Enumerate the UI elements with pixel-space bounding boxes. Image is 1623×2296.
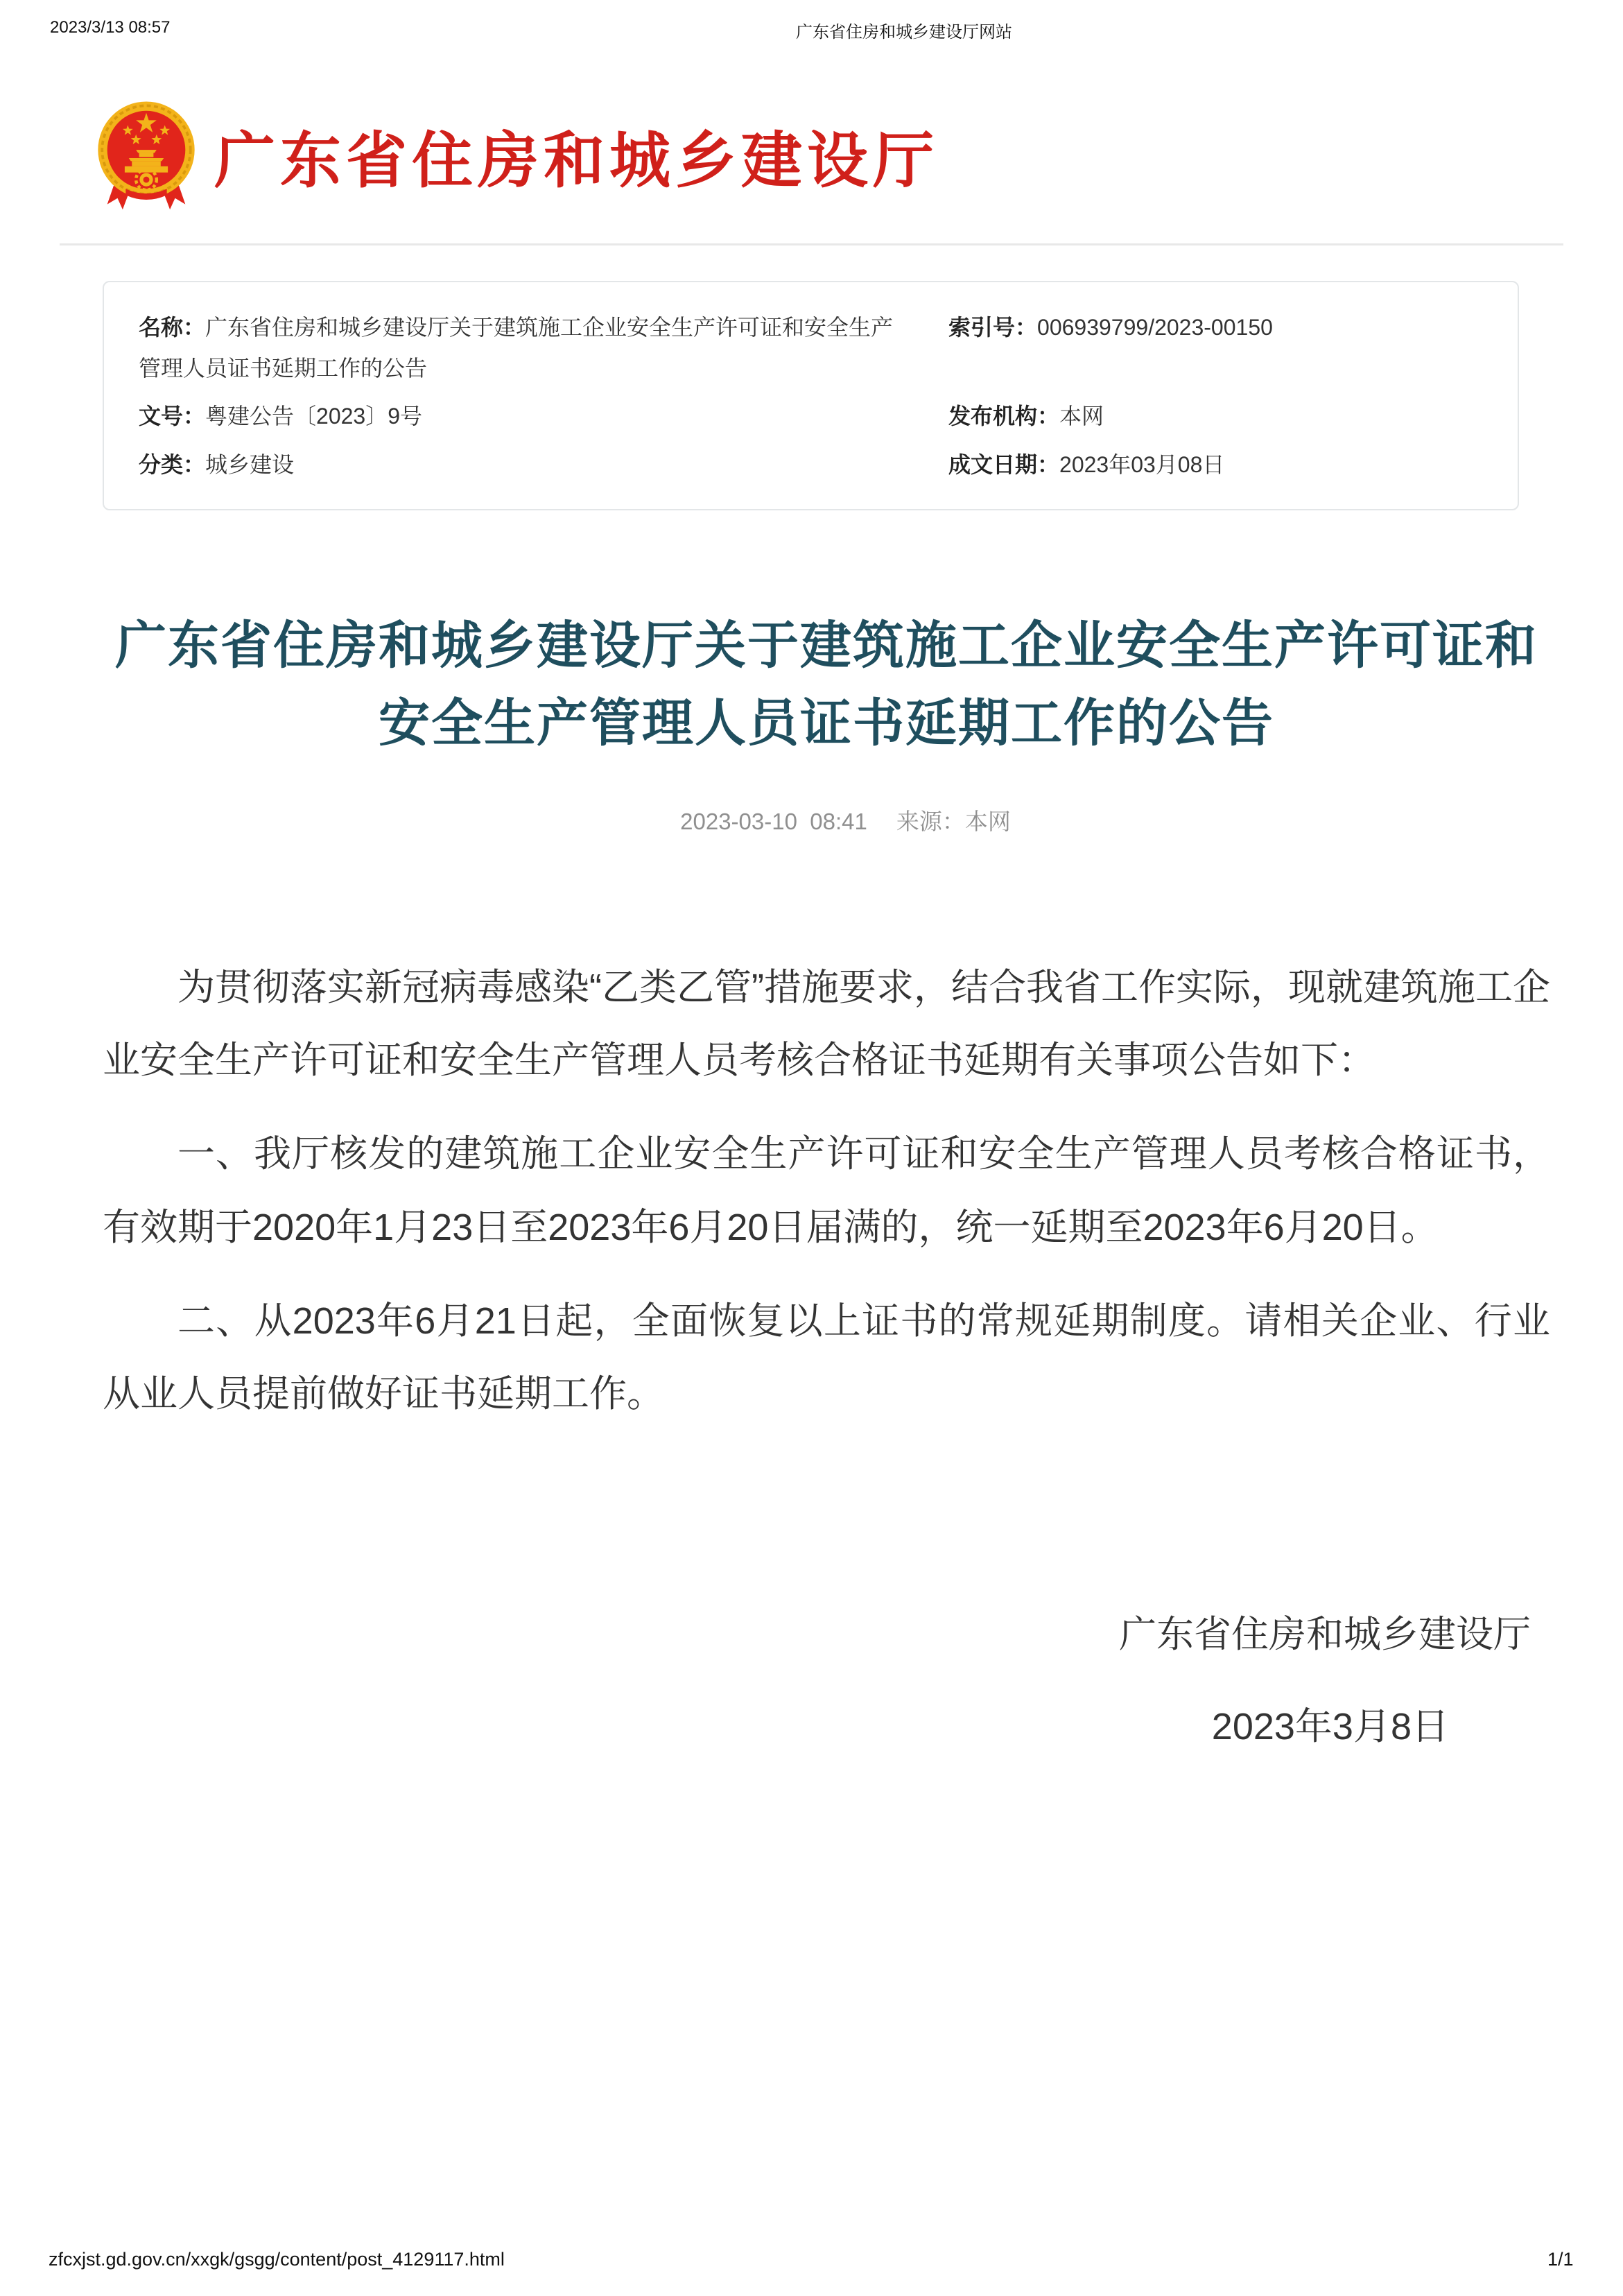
meta-field-name [139,307,908,389]
meta-field-issue-date [948,444,1483,485]
document-meta-box [103,281,1519,510]
meta-field-publisher [948,396,1483,437]
print-timestamp: 2023/3/13 08:57 [50,18,171,37]
article-content [103,607,1550,1754]
document-meta-grid [139,307,1483,485]
meta-label: 索引号： [948,315,1038,340]
meta-value: 广东省住房和城乡建设厅关于建筑施工企业安全生产许可证和安全生产管理人员证书延期工作的公告 [139,315,894,381]
print-footer [0,2249,1623,2274]
article-body [103,951,1550,1431]
meta-value: 本网 [1059,404,1104,429]
meta-label: 文号： [139,404,206,429]
paragraph-intro: 为贯彻落实新冠病毒感染“乙类乙管”措施要求，结合我省工作实际，现就建筑施工企业安全生产许可证和安全生产管理人员考核合格证书延期有关事项公告如下： [103,966,1550,1082]
publish-datetime: 2023-03-10 08:41 [680,808,867,834]
site-org-name: 广东省住房和城乡建设厅 [214,126,939,195]
meta-label: 成文日期： [948,451,1060,477]
article-meta-line [103,777,1550,863]
national-emblem-icon [94,98,199,214]
paragraph-item-1: 一、我厅核发的建筑施工企业安全生产许可证和安全生产管理人员考核合格证书，有效期于2020年1月23日至2023年6月20日届满的，统一延期至2023年6月20日。 [103,1133,1550,1248]
meta-value: 2023年03月08日 [1059,451,1225,477]
meta-value: 粤建公告〔2023〕9号 [205,404,423,429]
meta-value: 006939799/2023-00150 [1037,315,1273,340]
signature-org: 广东省住房和城乡建设厅 [1119,1613,1531,1655]
print-url: zfcxjst.gd.gov.cn/xxgk/gsgg/content/post_4129117.html [49,2249,505,2270]
header-divider [60,243,1563,245]
print-page-indicator: 1/1 [1547,2249,1574,2270]
article-title-line2: 安全生产管理人员证书延期工作的公告 [379,693,1274,752]
meta-field-doc-number [139,396,908,437]
meta-label: 名称： [139,315,206,340]
signature-block [103,1609,1550,1754]
print-header [0,18,1623,46]
meta-field-category [139,444,908,485]
source-label: 来源：本网 [896,808,1011,834]
meta-value: 城乡建设 [205,451,295,477]
article-title-line1: 广东省住房和城乡建设厅关于建筑施工企业安全生产许可证和 [115,616,1538,674]
meta-field-index-number [948,307,1483,389]
print-site-title: 广东省住房和城乡建设厅网站 [796,23,1012,42]
meta-label: 分类： [139,451,206,477]
article-title [103,607,1550,762]
signature-date: 2023年3月8日 [1211,1706,1449,1748]
paragraph-item-2: 二、从2023年6月21日起，全面恢复以上证书的常规延期制度。请相关企业、行业从业人员提前做好证书延期工作。 [103,1300,1550,1415]
meta-label: 发布机构： [948,404,1060,429]
